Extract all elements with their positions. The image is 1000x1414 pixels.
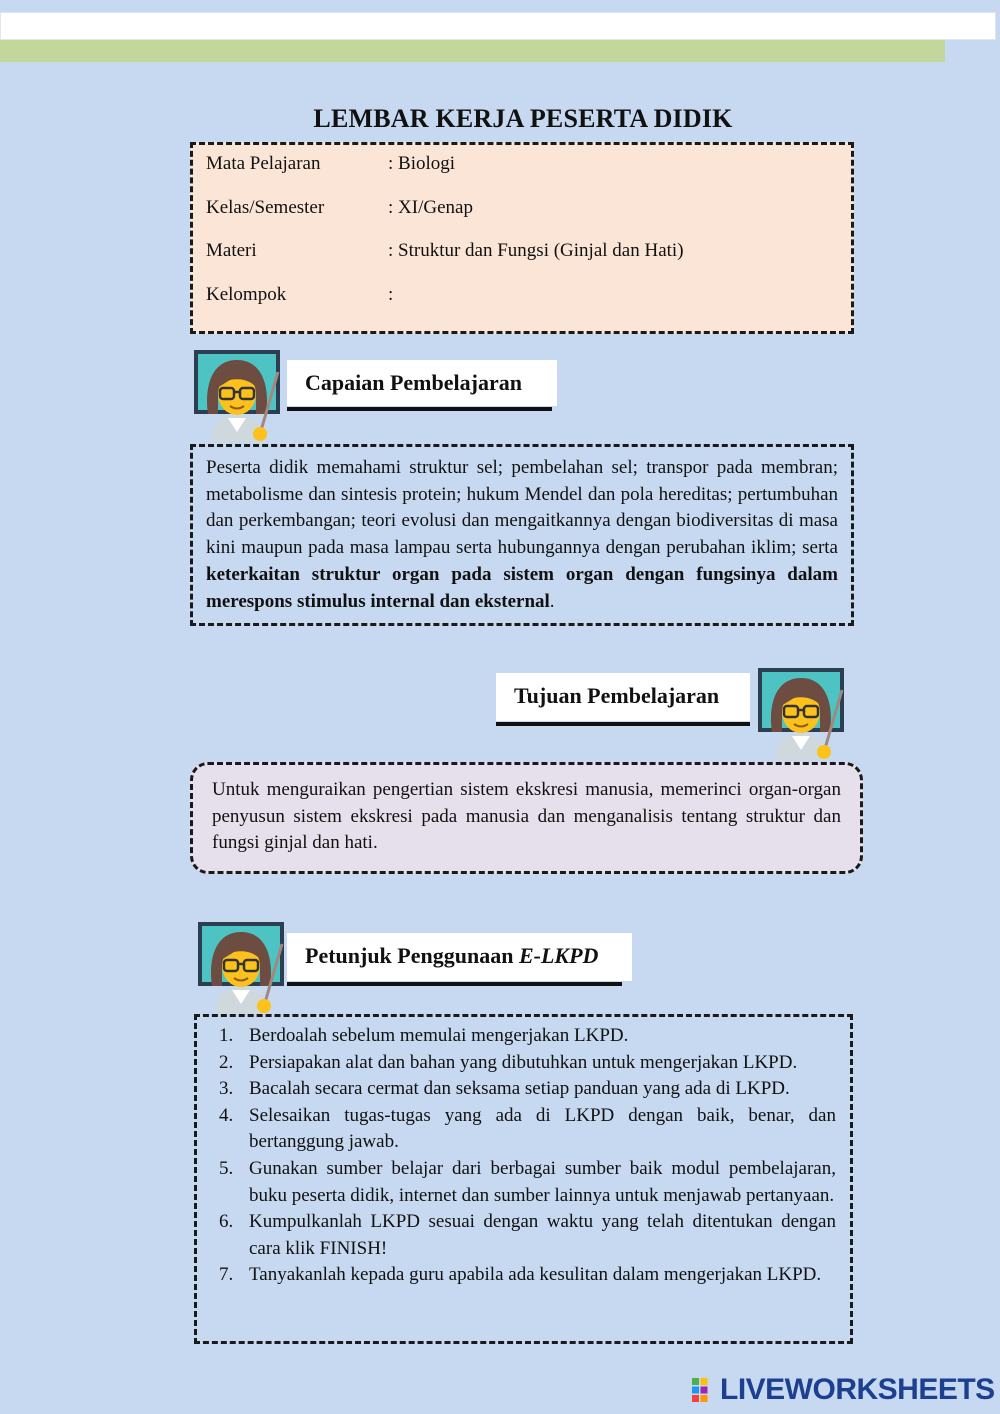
teacher-icon [194, 920, 288, 1014]
brand-text: LIVEWORKSHEETS [720, 1373, 995, 1406]
heading-underline [287, 407, 552, 411]
list-item [207, 1103, 836, 1156]
step-number: 3. [219, 1078, 234, 1100]
list-item [207, 1050, 836, 1077]
info-value: : XI/Genap [388, 197, 473, 218]
step-number: 7. [219, 1264, 234, 1286]
page-title: LEMBAR KERJA PESERTA DIDIK [313, 104, 733, 133]
list-item [207, 1262, 836, 1289]
teacher-icon [190, 348, 284, 442]
info-label: Kelas/Semester [206, 197, 325, 218]
step-text: Persiapakan alat dan bahan yang dibutuhkan untuk mengerjakan LKPD. [249, 1051, 798, 1073]
step-text: Kumpulkanlah LKPD sesuai dengan waktu yang telah ditentukan dengan cara klik FINISH! [249, 1211, 836, 1259]
step-text: Selesaikan tugas-tugas yang ada di LKPD dengan baik, benar, dan bertanggung jawab. [249, 1104, 836, 1153]
list-item [207, 1076, 836, 1103]
tujuan-heading: Tujuan Pembelajaran [496, 673, 750, 721]
tujuan-text: Untuk menguraikan pengertian sistem ekskresi manusia, memerinci organ-organ penyusun sistem ekskresi pada manusia dan menganalisis tentang struktur dan fungsi ginjal dan hati. [212, 779, 841, 854]
teacher-icon [754, 666, 848, 760]
petunjuk-heading-text: Petunjuk Penggunaan [305, 943, 519, 968]
info-label: Materi [206, 240, 257, 261]
step-text: Tanyakanlah kepada guru apabila ada kesulitan dalam mengerjakan LKPD. [249, 1264, 822, 1286]
info-value: : Biologi [388, 153, 456, 174]
capaian-heading: Capaian Pembelajaran [287, 360, 557, 406]
petunjuk-box [194, 1014, 853, 1344]
list-item [207, 1156, 836, 1209]
step-number: 6. [219, 1211, 234, 1233]
capaian-text-bold: keterkaitan struktur organ pada sistem organ dengan fungsinya dalam merespons stimulus internal dan eksternal [206, 563, 838, 612]
heading-underline [496, 722, 750, 726]
heading-underline [287, 982, 622, 986]
step-text: Bacalah secara cermat dan seksama setiap panduan yang ada di LKPD. [249, 1078, 790, 1100]
liveworksheets-brand[interactable] [690, 1372, 995, 1408]
liveworksheets-logo-icon [692, 1378, 716, 1402]
capaian-text-end: . [549, 590, 555, 612]
petunjuk-heading [287, 933, 632, 981]
top-green-band [0, 40, 945, 62]
info-value: : Struktur dan Fungsi (Ginjal dan Hati) [388, 240, 684, 261]
identity-box [190, 142, 854, 334]
info-label: Kelompok [206, 284, 287, 305]
step-number: 1. [219, 1025, 234, 1046]
tujuan-box [190, 762, 863, 874]
info-value: : [388, 284, 394, 305]
info-label: Mata Pelajaran [206, 153, 321, 174]
petunjuk-heading-italic: E-LKPD [518, 943, 599, 968]
top-white-band [0, 12, 996, 40]
capaian-text: Peserta didik memahami struktur sel; pembelahan sel; transpor pada membran; metabolisme dan sintesis protein; hukum Mendel dan pola hereditas; pertumbuhan dan perkembangan; teori evolusi dan mengaitkannya dengan biodiversitas di masa kini maupun pada masa lampau serta hubungannya dengan perubahan iklim; serta [206, 457, 838, 559]
step-number: 5. [219, 1157, 234, 1179]
step-number: 4. [219, 1104, 234, 1126]
list-item [207, 1209, 836, 1262]
step-text: Berdoalah sebelum memulai mengerjakan LKPD. [249, 1025, 629, 1046]
capaian-box [190, 444, 854, 626]
steps-list [207, 1023, 836, 1289]
list-item [207, 1023, 836, 1050]
step-number: 2. [219, 1051, 234, 1073]
step-text: Gunakan sumber belajar dari berbagai sumber baik modul pembelajaran, buku peserta didik, internet dan sumber lainnya untuk menjawab pertanyaan. [249, 1157, 836, 1206]
